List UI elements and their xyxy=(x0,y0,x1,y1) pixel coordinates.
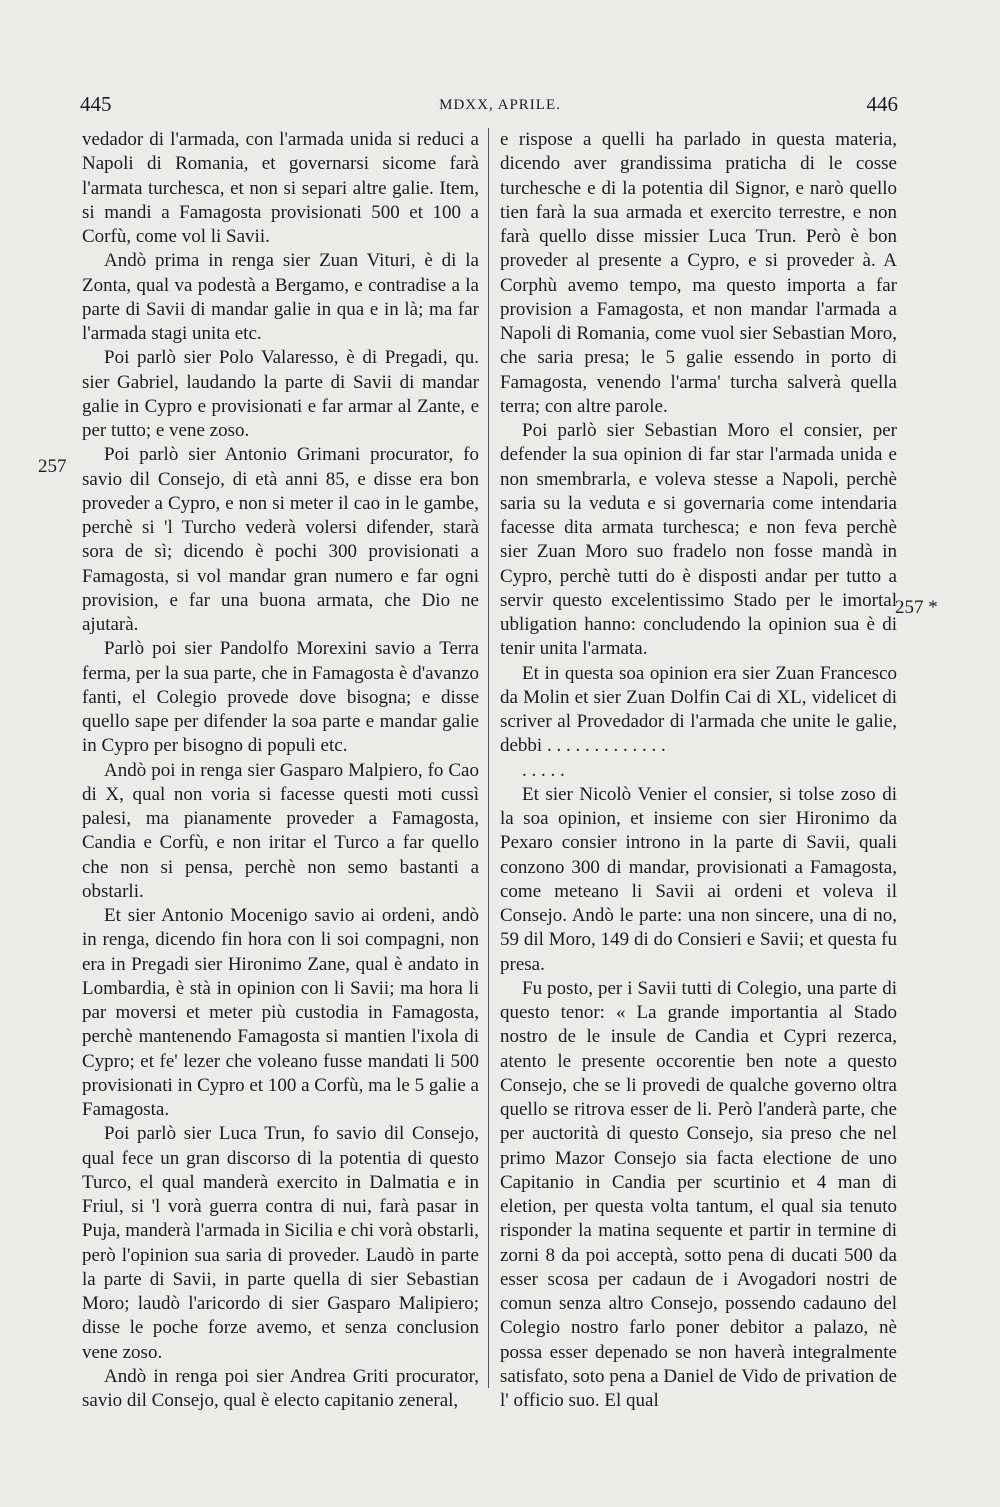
ellipsis-line: . . . . . xyxy=(522,759,565,781)
left-page-number: 445 xyxy=(80,92,112,116)
paragraph: Andò in renga poi sier Andrea Griti procurator, savio dil Consejo, qual è electo capitanio zeneral, xyxy=(82,1365,479,1411)
paragraph: vedador di l'armada, con l'armada unida si reduci a Napoli di Romania, et governarsi sicome farà l'armata turchesca, et non si separi altre galie. Item, si mandi a Famagosta provisionati 500 et 100 a Corfù, come vol li Savii. xyxy=(82,129,479,247)
paragraph: Parlò poi sier Pandolfo Morexini savio a Terra ferma, per la sua parte, che in Famagosta è d'avanzo fanti, el Colegio provede dove bisogna; e disse quello sape per difender la soa parte e mandar galie in Cypro per bisogno di populi etc. xyxy=(82,638,479,757)
paragraph: Et sier Nicolò Venier el consier, si tolse zoso di la soa opinion, et insieme con sier Hironimo da Pexaro consier introno in la parte di Savii, quali conzono 300 di mandar, provisionati a Famagosta, come meteano li Savii ai ordeni et voleva il Consejo. Andò le parte: una non sincere, una di no, 59 dil Moro, 149 di do Consieri e Savii; et questa fu presa. xyxy=(500,783,897,975)
paragraph: Et in questa soa opinion era sier Zuan Francesco da Molin et sier Zuan Dolfin Cai di XL, videlicet di scriver al Provedador di l'armada che unite le galie, debbi . . . . . . . . . . . . . xyxy=(500,662,897,757)
left-column xyxy=(82,128,479,1413)
paragraph: Andò poi in renga sier Gasparo Malpiero, fo Cao di X, qual non voria si facesse questi moti cussì palesi, ma pianamente proveder a Famagosta, Candia e Corfù, e non iritar el Turco a far quello che non si pensa, perchè non semo bastanti a obstarli. xyxy=(82,759,479,902)
right-column xyxy=(500,128,897,1413)
paragraph: e rispose a quelli ha parlado in questa materia, dicendo aver grandissima praticha di le cosse turchesche e di la potentia dil Signor, e narò quello tien farà la sua armada et exercito terrestre, e non farà quello disse missier Luca Trun. Però è bon proveder al presente a Cypro, e si proveder à. A Corphù avemo tempo, ma questo importa a far provision a Famagosta, et non mandar l'armada a Napoli di Romania, come vuol sier Sebastian Moro, che saria presa; le 5 galie essendo in porto di Famagosta, venendo l'arma' turcha salverà quella terra; con altre parole. xyxy=(500,129,897,417)
margin-number-right: 257 * xyxy=(895,597,938,618)
paragraph: Fu posto, per i Savii tutti di Colegio, una parte di questo tenor: « La grande importantia al Stado nostro de le insule de Candia et Cypri rezerca, atento le presente occorentie ben note a questo Consejo, che se li provedi de qualche governo oltra quello se ritrova esser de li. Però l'anderà parte, che per auctorità di questo Consejo, sia preso che nel primo Mazor Consejo sia facta electione de uno Capitanio in Candia per scurtinio et 4 man di eletion, per questa volta tantum, el qual sia tenuto risponder la matina sequente et partir in termine di zorni 8 da poi acceptà, sotto pena di ducati 500 da esser scosa per cadaun de i Avogadori nostri de comun senza altro Consejo, possendo cadauno del Colegio nostro farlo poner debitor a palazo, nè possa esser depenado se non haverà integralmente satisfato, soto pena a Daniel de Vido de privation de l' officio suo. El qual xyxy=(500,977,897,1411)
column-divider xyxy=(488,128,489,1388)
paragraph: Poi parlò sier Sebastian Moro el consier, per defender la sua opinion di far star l'armada unida e non smembrarla, e voleva stesse a Napoli, perchè saria su la veduta e si governaria come intendaria facesse dita armata turchesca; e non feva perchè sier Zuan Moro suo fradelo non fosse mandà in Cypro, perchè tutti do è disposti andar per tutto a servir questo excelentissimo Stado per le imortal ubligation hanno: concludendo la opinion sua è di tenir unita l'armata. xyxy=(500,420,897,660)
paragraph: Poi parlò sier Polo Valaresso, è di Pregadi, qu. sier Gabriel, laudando la parte di Savii di mandar galie in Cypro e provisionati e far armar al Zante, e per tutto; e vene zoso. xyxy=(82,347,479,441)
paragraph: Poi parlò sier Antonio Grimani procurator, fo savio dil Consejo, di età anni 85, e disse era bon proveder a Cypro, e non si meter il cao in le gambe, perchè si 'l Turcho vederà volersi difender, starà sora de sì; dicendo è pochi 300 provisionati a Famagosta, si vol mandar gran numero e far ogni provision, e far una buona armata, che Dio ne ajutarà. xyxy=(82,444,479,635)
paragraph: Andò prima in renga sier Zuan Vituri, è di la Zonta, qual va podestà a Bergamo, e contradise a la parte di Savii di mandar galie in qua e in là; ma far l'armada stagi unita etc. xyxy=(82,250,479,344)
paragraph: Et sier Antonio Mocenigo savio ai ordeni, andò in renga, dicendo fin hora con li soi compagni, non era in Pregadi sier Hironimo Zane, qual è andato in Lombardia, è stà in opinion con li Savii; ma hora li par moversi et meter più custodia in Famagosta, perchè mantenendo Famagosta si mantien l'ixola di Cypro; et fe' lezer che voleano fusse mandati li 500 provisionati in Cypro et 100 a Corfù, ma le 5 galie a Famagosta. xyxy=(82,905,479,1120)
running-title: MDXX, APRILE. xyxy=(439,97,561,113)
margin-number-left: 257 xyxy=(38,456,67,477)
paragraph: Poi parlò sier Luca Trun, fo savio dil Consejo, qual fece un gran discorso di la potentia di questo Turco, el qual manderà exercito in Dalmatia e in Friul, si 'l vorà guerra contra di nui, farà pasar in Puja, manderà l'armada in Sicilia e chi vorà obstarli, però l'opinion sua saria di proveder. Laudò in parte la parte di Savii, in parte quella di sier Sebastian Moro; laudò l'aricordo di sier Gasparo Malipiero; disse le poche forze avemo, et senza conclusion vene zoso. xyxy=(82,1123,480,1363)
right-page-number: 446 xyxy=(866,92,898,116)
